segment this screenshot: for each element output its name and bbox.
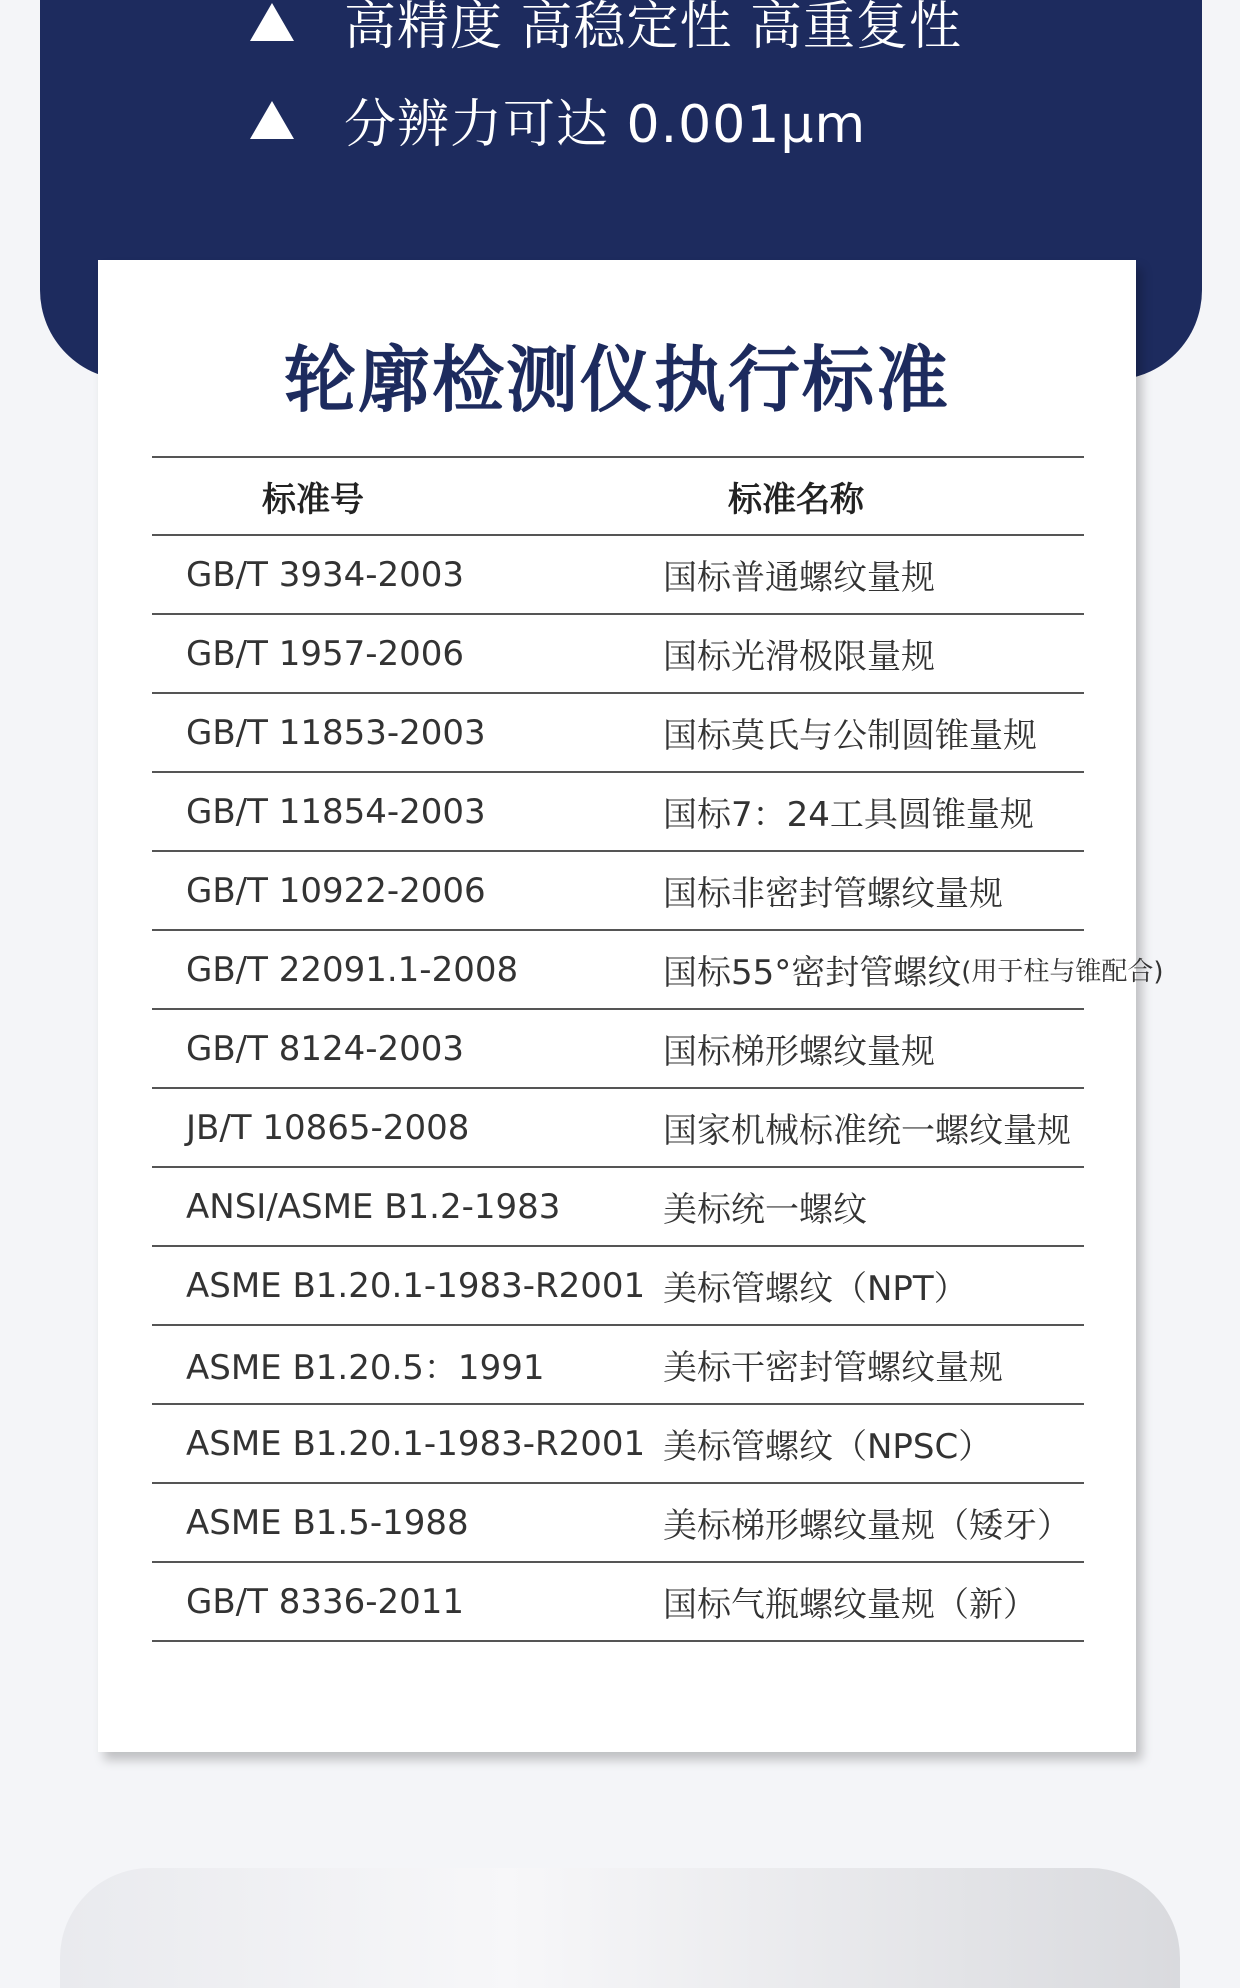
standard-code: ASME B1.20.1-1983-R2001 bbox=[186, 1265, 646, 1306]
standard-name-note: (用于柱与锥配合) bbox=[961, 957, 1164, 987]
standard-name-text: 国标普通螺纹量规 bbox=[663, 558, 935, 598]
standards-table bbox=[152, 456, 1164, 1642]
standard-code: GB/T 11853-2003 bbox=[186, 712, 486, 753]
table-row bbox=[152, 773, 1084, 852]
table-row bbox=[152, 931, 1164, 1010]
standard-name-text: 国标光滑极限量规 bbox=[663, 637, 935, 677]
table-row bbox=[152, 536, 1084, 615]
standard-name-text: 国标莫氏与公制圆锥量规 bbox=[663, 716, 1037, 756]
standard-code: ASME B1.5-1988 bbox=[186, 1502, 469, 1543]
standard-name bbox=[663, 1168, 867, 1245]
standard-name bbox=[663, 1405, 992, 1482]
standard-code: GB/T 22091.1-2008 bbox=[186, 949, 519, 990]
card-title: 轮廓检测仪执行标准 bbox=[283, 338, 950, 422]
feature-bullet bbox=[250, 0, 962, 59]
table-row bbox=[152, 1010, 1084, 1089]
standard-name bbox=[663, 615, 935, 692]
feature-text: 高精度 高稳定性 高重复性 bbox=[344, 0, 963, 57]
table-row bbox=[152, 1168, 1084, 1247]
standard-code: GB/T 8124-2003 bbox=[186, 1028, 465, 1069]
standard-name bbox=[663, 1247, 968, 1324]
standard-code: JB/T 10865-2008 bbox=[186, 1107, 470, 1148]
standard-name-text: 美标干密封管螺纹量规 bbox=[663, 1348, 1003, 1388]
standard-name-text: 美标统一螺纹 bbox=[663, 1190, 867, 1230]
standard-code: ASME B1.20.5：1991 bbox=[186, 1348, 545, 1388]
table-row bbox=[152, 1247, 1084, 1326]
table-row bbox=[152, 694, 1084, 773]
feature-bullet bbox=[250, 82, 866, 157]
standard-name-text: 国标7：24工具圆锥量规 bbox=[663, 795, 1034, 835]
standard-name-text: 国标梯形螺纹量规 bbox=[663, 1032, 935, 1072]
standards-card bbox=[98, 260, 1164, 1752]
standard-name-text: 美标管螺纹（NPT） bbox=[663, 1269, 968, 1309]
standard-code: GB/T 3934-2003 bbox=[186, 554, 465, 595]
standard-name bbox=[663, 694, 1037, 771]
standard-name bbox=[663, 931, 1164, 1008]
standard-name-text: 国标气瓶螺纹量规（新） bbox=[663, 1585, 1037, 1625]
standard-name-text: 美标管螺纹（NPSC） bbox=[663, 1427, 993, 1467]
feature-text: 分辨力可达 0.001μm bbox=[344, 95, 867, 155]
next-section-shape bbox=[60, 1868, 1180, 1988]
standard-name bbox=[663, 1089, 1071, 1166]
standard-code: GB/T 11854-2003 bbox=[186, 791, 486, 832]
standard-name-text: 国标非密封管螺纹量规 bbox=[663, 874, 1003, 914]
standard-name bbox=[663, 1010, 935, 1087]
standard-name bbox=[663, 536, 935, 613]
standard-code: ASME B1.20.1-1983-R2001 bbox=[186, 1423, 646, 1464]
table-row bbox=[152, 1326, 1084, 1405]
standard-name-text: 国家机械标准统一螺纹量规 bbox=[663, 1111, 1071, 1151]
standard-name-text: 国标55°密封管螺纹 bbox=[663, 953, 962, 993]
header-code: 标准号 bbox=[262, 479, 364, 520]
header-name: 标准名称 bbox=[728, 479, 864, 520]
standard-code: GB/T 8336-2011 bbox=[186, 1581, 465, 1622]
standard-name bbox=[663, 1563, 1037, 1640]
table-row bbox=[152, 1089, 1084, 1168]
standard-name-text: 美标梯形螺纹量规（矮牙） bbox=[663, 1506, 1071, 1546]
table-header-row bbox=[152, 458, 1084, 536]
triangle-bullet-icon bbox=[250, 101, 294, 139]
standard-code: GB/T 1957-2006 bbox=[186, 633, 465, 674]
standard-code: GB/T 10922-2006 bbox=[186, 870, 486, 911]
standard-name bbox=[663, 1484, 1071, 1561]
standard-name bbox=[663, 773, 1034, 850]
triangle-bullet-icon bbox=[250, 3, 294, 41]
table-row bbox=[152, 1405, 1084, 1484]
table-row bbox=[152, 615, 1084, 694]
standard-code: ANSI/ASME B1.2-1983 bbox=[186, 1186, 561, 1227]
table-row bbox=[152, 852, 1084, 931]
table-row bbox=[152, 1563, 1084, 1642]
table-row bbox=[152, 1484, 1084, 1563]
standard-name bbox=[663, 852, 1003, 929]
standard-name bbox=[663, 1326, 1003, 1403]
